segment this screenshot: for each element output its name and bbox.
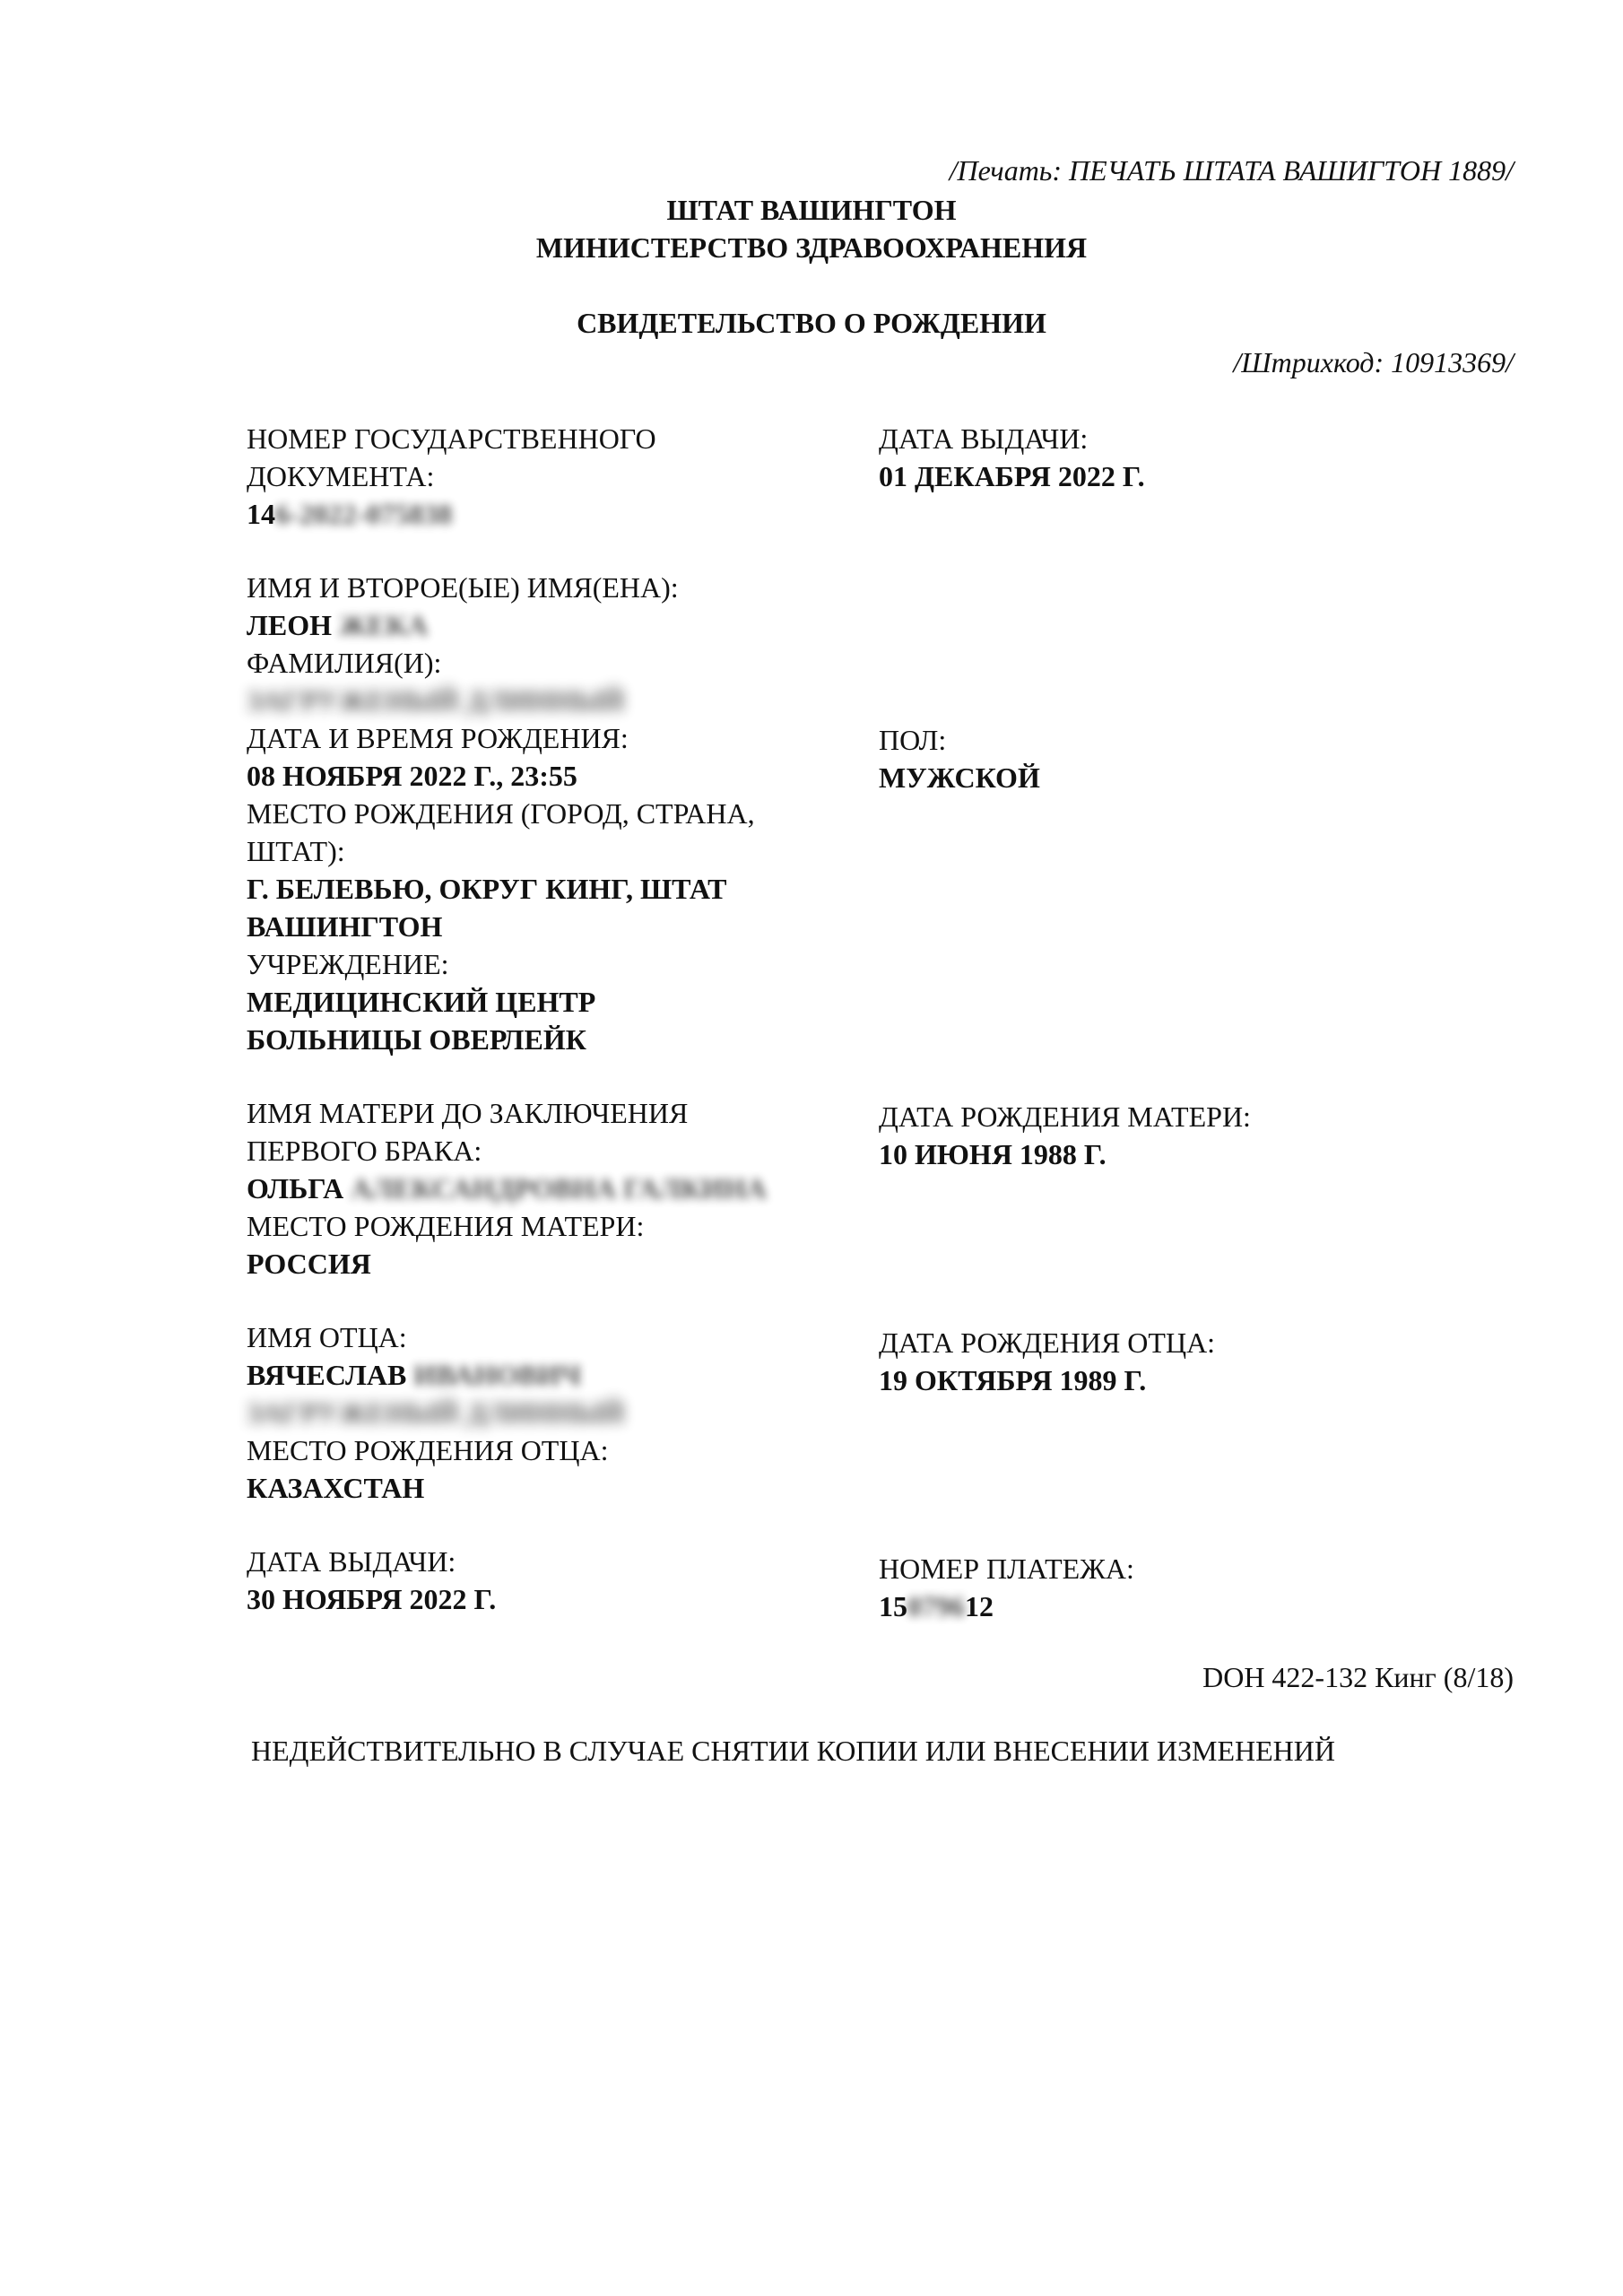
- state-file-value: [247, 495, 767, 533]
- issue-date-bottom-label: ДАТА ВЫДАЧИ:: [247, 1545, 456, 1578]
- child-surname-label: ФАМИЛИЯ(И):: [247, 647, 442, 679]
- birthplace-label: МЕСТО РОЖДЕНИЯ (ГОРОД, СТРАНА,: [247, 797, 755, 830]
- mother-name-value: [247, 1170, 767, 1207]
- mother-maiden-label: ИМЯ МАТЕРИ ДО ЗАКЛЮЧЕНИЯ: [247, 1097, 689, 1129]
- form-code: DOH 422-132 Кинг (8/18): [1202, 1661, 1514, 1693]
- mother-maiden-label-2: ПЕРВОГО БРАКА:: [247, 1135, 482, 1167]
- payment-label: НОМЕР ПЛАТЕЖА:: [879, 1552, 1134, 1585]
- birth-datetime-value: 08 НОЯБРЯ 2022 Г., 23:55: [247, 760, 577, 792]
- child-first-name: ЛЕОН: [247, 609, 332, 641]
- father-first-name: ВЯЧЕСЛАВ: [247, 1359, 407, 1391]
- header-department: МИНИСТЕРСТВО ЗДРАВООХРАНЕНИЯ: [535, 231, 1088, 264]
- child-name-value: [247, 606, 767, 644]
- child-middle-redacted: ЖЕКА: [338, 609, 429, 641]
- father-patronymic-redacted: ИВАНОВИЧ: [413, 1359, 582, 1391]
- facility-value: МЕДИЦИНСКИЙ ЦЕНТР: [247, 986, 596, 1018]
- issue-date-top-value: 01 ДЕКАБРЯ 2022 Г.: [879, 460, 1145, 492]
- mother-birthplace-label: МЕСТО РОЖДЕНИЯ МАТЕРИ:: [247, 1210, 645, 1242]
- payment-suffix: 12: [965, 1590, 994, 1622]
- mother-name-redacted: АЛЕКСАНДРОВНА ГАЛКИНА: [351, 1172, 768, 1205]
- footer-notice: НЕДЕЙСТВИТЕЛЬНО В СЛУЧАЕ СНЯТИИ КОПИИ ИЛИ ВНЕСЕНИИ ИЗМЕНЕНИЙ: [251, 1735, 1335, 1767]
- header-state: ШТАТ ВАШИНГТОН: [666, 194, 957, 226]
- sex-label: ПОЛ:: [879, 724, 947, 756]
- state-file-label: НОМЕР ГОСУДАРСТВЕННОГО: [247, 422, 656, 455]
- issue-date-bottom-value: 30 НОЯБРЯ 2022 Г.: [247, 1583, 497, 1615]
- state-file-label-2: ДОКУМЕНТА:: [247, 460, 435, 492]
- child-name-label: ИМЯ И ВТОРОЕ(ЫЕ) ИМЯ(ЕНА):: [247, 571, 679, 604]
- father-surname-redacted: ЗАГРУЖЕНЫЙ ДЛИННЫЙ: [247, 1396, 625, 1429]
- issue-date-top: [879, 420, 1145, 495]
- state-file-prefix: 14: [247, 498, 275, 530]
- mother-birthplace-value: РОССИЯ: [247, 1248, 371, 1280]
- birthplace-value-2: ВАШИНГТОН: [247, 910, 443, 943]
- father-dob-label: ДАТА РОЖДЕНИЯ ОТЦА:: [879, 1326, 1216, 1359]
- sex-block: [879, 721, 1040, 796]
- father-name-label: ИМЯ ОТЦА:: [247, 1321, 407, 1353]
- payment-prefix: 15: [879, 1590, 907, 1622]
- issue-date-top-label: ДАТА ВЫДАЧИ:: [879, 422, 1089, 455]
- father-birthplace-value: КАЗАХСТАН: [247, 1472, 425, 1504]
- sex-value: МУЖСКОЙ: [879, 761, 1040, 794]
- mother-dob-label: ДАТА РОЖДЕНИЯ МАТЕРИ:: [879, 1100, 1251, 1133]
- left-column: [247, 420, 767, 1618]
- mother-dob-block: [879, 1098, 1251, 1173]
- father-birthplace-label: МЕСТО РОЖДЕНИЯ ОТЦА:: [247, 1434, 609, 1466]
- payment-value: [879, 1587, 1134, 1625]
- birthplace-value: Г. БЕЛЕВЬЮ, ОКРУГ КИНГ, ШТАТ: [247, 873, 727, 905]
- birth-datetime-label: ДАТА И ВРЕМЯ РОЖДЕНИЯ:: [247, 722, 629, 754]
- birthplace-label-2: ШТАТ):: [247, 835, 345, 867]
- payment-redacted: 0796: [907, 1590, 965, 1622]
- facility-label: УЧРЕЖДЕНИЕ:: [247, 948, 449, 980]
- father-dob-value: 19 ОКТЯБРЯ 1989 Г.: [879, 1364, 1147, 1396]
- seal-note: /Печать: ПЕЧАТЬ ШТАТА ВАШИГТОН 1889/: [949, 154, 1514, 187]
- barcode-note: /Штрихкод: 10913369/: [1233, 346, 1514, 378]
- father-name-value: [247, 1356, 767, 1394]
- payment-block: [879, 1550, 1134, 1625]
- facility-value-2: БОЛЬНИЦЫ ОВЕРЛЕЙК: [247, 1023, 586, 1056]
- document-title: СВИДЕТЕЛЬСТВО О РОЖДЕНИИ: [577, 307, 1046, 339]
- child-surname-redacted: ЗАГРУЖЕНЫЙ ДЛИННЫЙ: [247, 684, 625, 717]
- father-dob-block: [879, 1324, 1215, 1399]
- state-file-redacted: 6-2022-075838: [275, 498, 453, 530]
- mother-first-name: ОЛЬГА: [247, 1172, 344, 1205]
- mother-dob-value: 10 ИЮНЯ 1988 Г.: [879, 1138, 1107, 1170]
